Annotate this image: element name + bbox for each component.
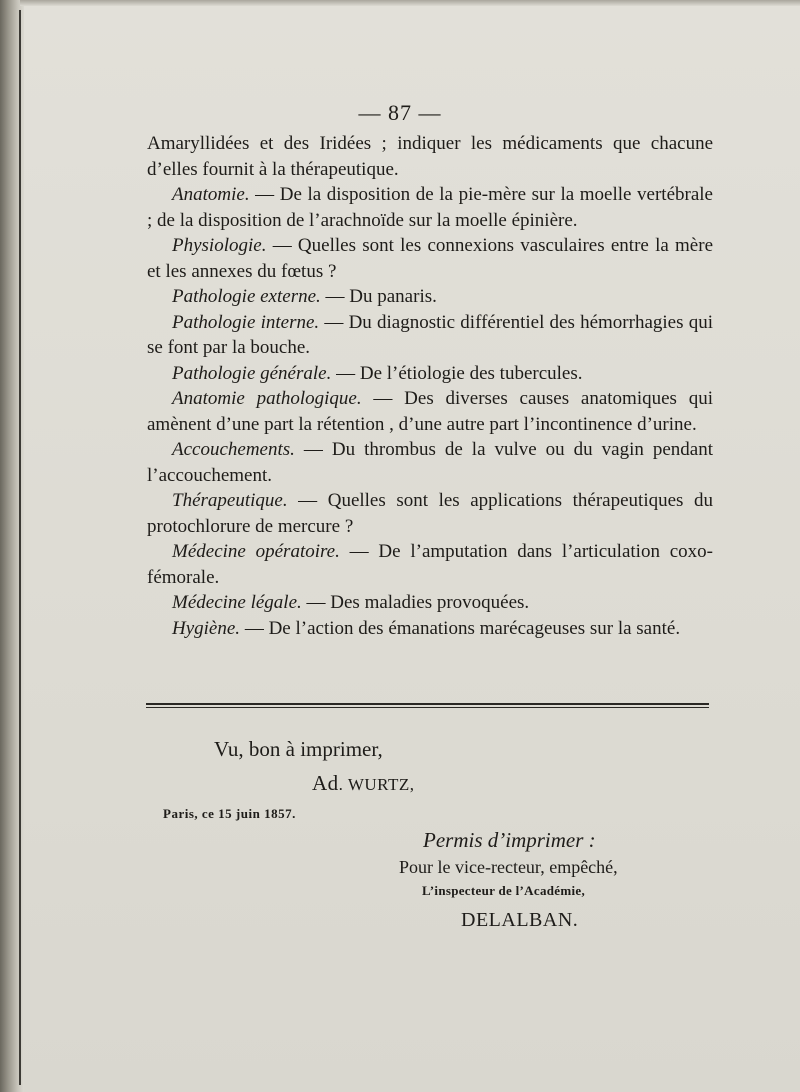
entry-text: — Quelles sont les connexions vasculaires entre la mère et les annexes du fœtus ? — [147, 235, 713, 282]
entry-heading: Hygiène. — [172, 617, 241, 639]
entry-anatomie-pathologique — [147, 386, 713, 437]
entry-heading: Accouchements. — [172, 439, 295, 460]
entry-pathologie-generale — [147, 361, 713, 387]
entry-hygiene — [147, 616, 713, 642]
entry-physiologie — [147, 233, 713, 284]
page-gutter-line — [19, 10, 21, 1085]
signer-delalban: DELALBAN. — [461, 909, 579, 931]
page-number: — 87 — — [358, 100, 442, 125]
entry-therapeutique — [147, 488, 713, 539]
approval-line: Vu, bon à imprimer, — [214, 737, 383, 761]
entry-text: — Des diverses causes anatomiques qui amènent d’une part la rétention , d’une autre part l’incontinence d’urine. — [147, 388, 713, 435]
entry-medecine-legale — [147, 590, 713, 616]
entry-medecine-operatoire — [147, 539, 713, 590]
entry-anatomie — [147, 182, 713, 233]
entry-text: — De l’étiologie des tubercules. — [331, 362, 583, 384]
entry-heading: Pathologie externe. — [172, 286, 321, 307]
exam-questions — [147, 131, 713, 641]
entry-heading: Pathologie interne. — [172, 311, 320, 333]
entry-heading: Médecine légale. — [172, 592, 302, 613]
entry-accouchements — [147, 437, 713, 488]
page-top-edge — [20, 0, 800, 6]
double-rule-bottom — [146, 707, 709, 708]
entry-heading: Médecine opératoire. — [172, 541, 340, 562]
entry-text: — De l’amputation dans l’articulation coxo-fémorale. — [147, 541, 713, 588]
entry-text: — Du thrombus de la vulve ou du vagin pendant l’accouchement. — [147, 439, 713, 486]
entry-text: — Des maladies provoquées. — [301, 592, 530, 613]
permis-heading: Permis d’imprimer : — [423, 828, 596, 852]
entry-pathologie-externe — [147, 284, 713, 310]
inspecteur-line: L’inspecteur de l’Académie, — [422, 883, 586, 898]
entry-pathologie-interne — [147, 310, 713, 361]
entry-text: — Quelles sont les applications thérapeutiques du protochlorure de mercure ? — [147, 490, 713, 537]
signer-name: . WURTZ, — [338, 775, 415, 794]
signer-prefix: Ad — [312, 771, 339, 795]
signer-wurtz — [312, 771, 415, 796]
vice-recteur-line: Pour le vice-recteur, empêché, — [399, 857, 618, 877]
entry-text: — De l’action des émanations marécageuses sur la santé. — [240, 617, 681, 639]
double-rule-top — [146, 703, 709, 705]
entry-continuation — [147, 131, 713, 182]
entry-text: — Du diagnostic différentiel des hémorrhagies qui se font par la bouche. — [147, 311, 713, 358]
place-date: Paris, ce 15 juin 1857. — [163, 806, 296, 821]
entry-text: Amaryllidées et des Iridées ; indiquer les médicaments que chacune d’elles fournit à la thérapeutique. — [147, 133, 713, 180]
entry-heading: Thérapeutique. — [172, 490, 288, 511]
entry-heading: Anatomie pathologique. — [172, 388, 362, 409]
entry-heading: Physiologie. — [172, 235, 267, 256]
entry-text: — Du panaris. — [320, 286, 437, 307]
entry-text: — De la disposition de la pie-mère sur la moelle vertébrale ; de la disposition de l’arachnoïde sur la moelle épinière. — [147, 184, 713, 231]
entry-heading: Pathologie générale. — [172, 362, 332, 384]
entry-heading: Anatomie. — [172, 184, 250, 205]
